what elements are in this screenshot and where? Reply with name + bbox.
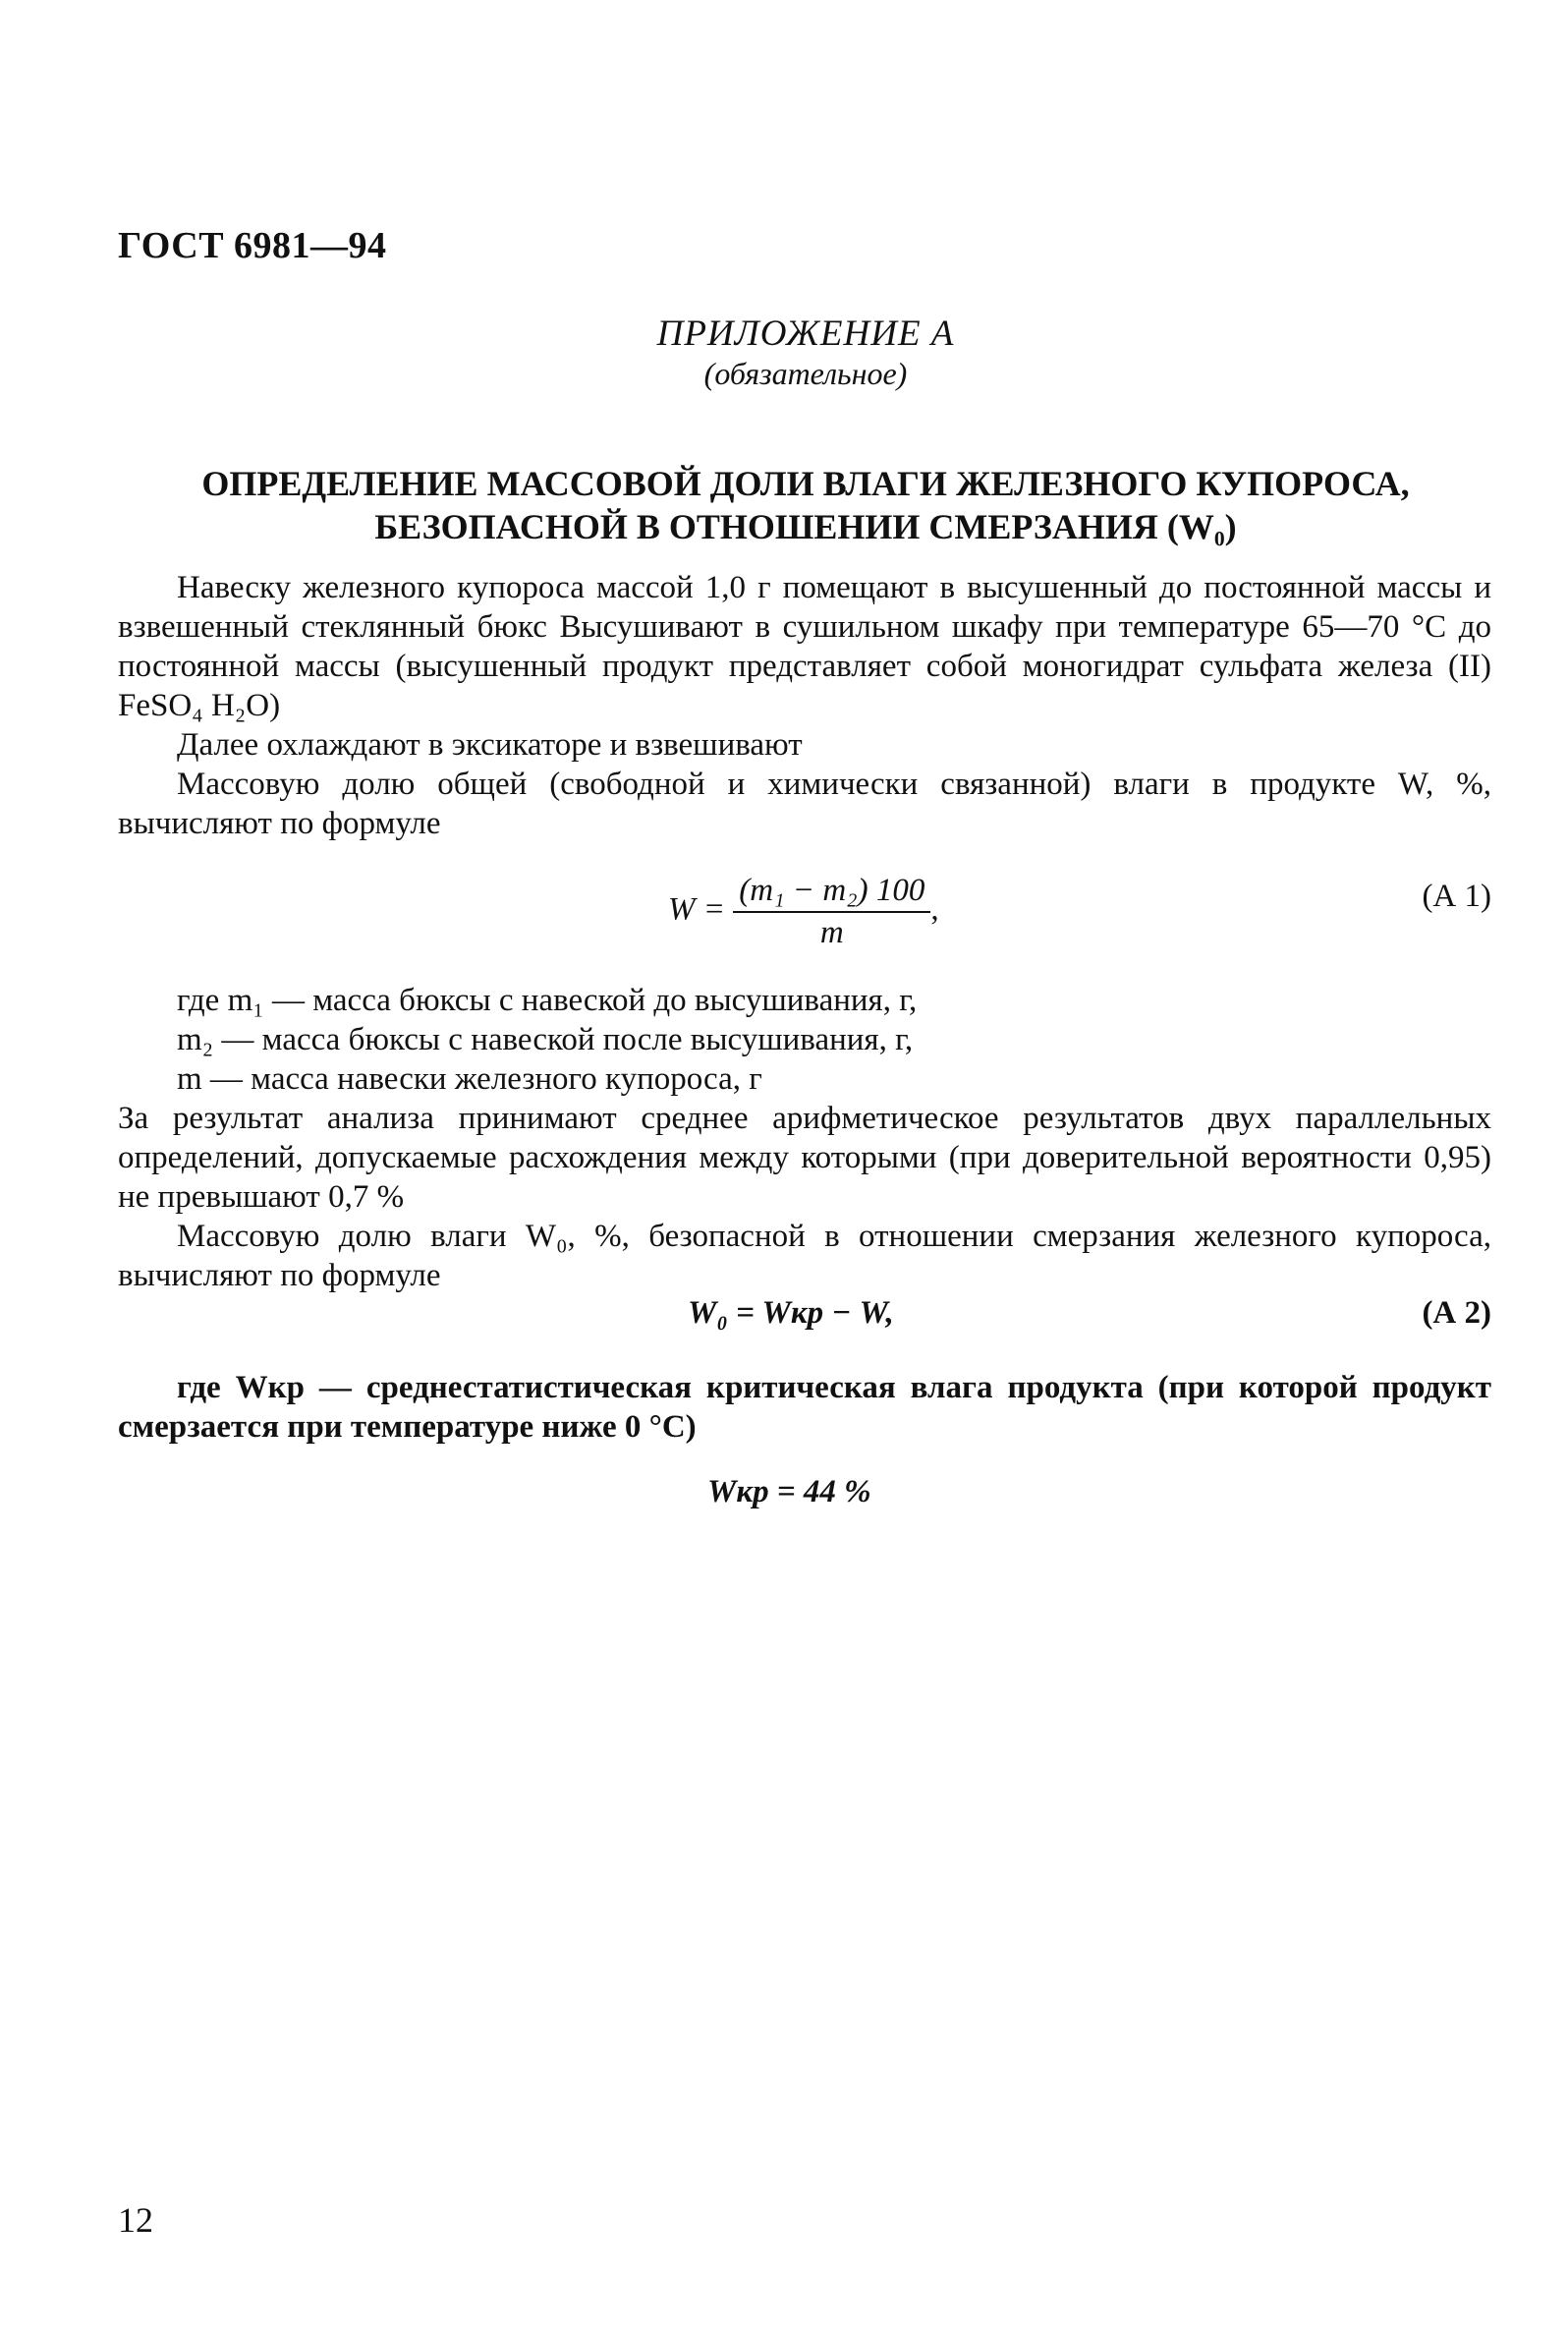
- formula-a1: [118, 865, 1491, 963]
- where-m: m — масса навески железного купороса, г: [177, 1061, 762, 1097]
- formula-a2: [118, 1295, 1491, 1344]
- page-number: 12: [118, 2200, 153, 2240]
- formula-wkr-expression: Wкр = 44 %: [707, 1474, 871, 1509]
- formula-a1-denominator: m: [819, 915, 844, 950]
- paragraph-formula2-intro: Массовую долю влаги W₀, %, безопасной в отношении смерзания железного купороса, вычисляют по формуле: [118, 1219, 1491, 1293]
- formula-a1-expression: [668, 873, 939, 951]
- formula-a1-comma: ,: [930, 891, 939, 928]
- section-title-line1: ОПРЕДЕЛЕНИЕ МАССОВОЙ ДОЛИ ВЛАГИ ЖЕЛЕЗНОГО КУПОРОСА,: [201, 464, 1410, 503]
- formula-a2-expression: W₀ = Wкр − W,: [688, 1295, 894, 1331]
- body-block-1: [118, 568, 1491, 843]
- formula-a1-numerator: (m₁ − m₂) 100: [733, 873, 930, 913]
- formula-a1-lhs: W =: [668, 891, 726, 928]
- paragraph-cooling: Далее охлаждают в эксикаторе и взвешивают: [177, 727, 803, 763]
- formula-wkr: [118, 1474, 1491, 1523]
- where-wkr: где Wкр — среднестатистическая критическая влага продукта (при которой продукт смерзается при температуре ниже 0 °С): [118, 1370, 1491, 1445]
- document-code: ГОСТ 6981—94: [118, 225, 387, 266]
- paragraph-formula-intro: Массовую долю общей (свободной и химически связанной) влаги в продукте W, %, вычисляют по формуле: [118, 767, 1491, 841]
- where-m1: где m₁ — масса бюксы с навеской до высушивания, г,: [177, 983, 918, 1018]
- section-title: [118, 462, 1493, 548]
- where-m2: m₂ — масса бюксы с навеской после высушивания, г,: [177, 1022, 914, 1057]
- section-title-line2: БЕЗОПАСНОЙ В ОТНОШЕНИИ СМЕРЗАНИЯ (W₀): [374, 507, 1237, 546]
- paragraph-sample-prep: Навеску железного купороса массой 1,0 г помещают в высушенный до постоянной массы и взвешенный стеклянный бюкс Высушивают в сушильном шкафу при температуре 65—70 °С до постоянной массы (высушенный продукт представляет собой моногидрат сульфата железа (II) FeSO₄ H₂O): [118, 570, 1491, 723]
- formula-a1-fraction: [733, 873, 930, 951]
- paragraph-result: За результат анализа принимают среднее арифметическое результатов двух параллельных определений, допускаемые расхождения между которыми (при доверительной вероятности 0,95) не превышают 0,7 %: [118, 1101, 1491, 1215]
- formula-a2-number: (А 2): [1422, 1295, 1491, 1331]
- body-block-2: [118, 981, 1491, 1295]
- body-block-3: [118, 1368, 1491, 1447]
- formula-a1-number: (А 1): [1422, 879, 1491, 914]
- annex-title: ПРИЛОЖЕНИЕ А: [656, 313, 955, 354]
- annex-subtitle: (обязательное): [703, 356, 908, 391]
